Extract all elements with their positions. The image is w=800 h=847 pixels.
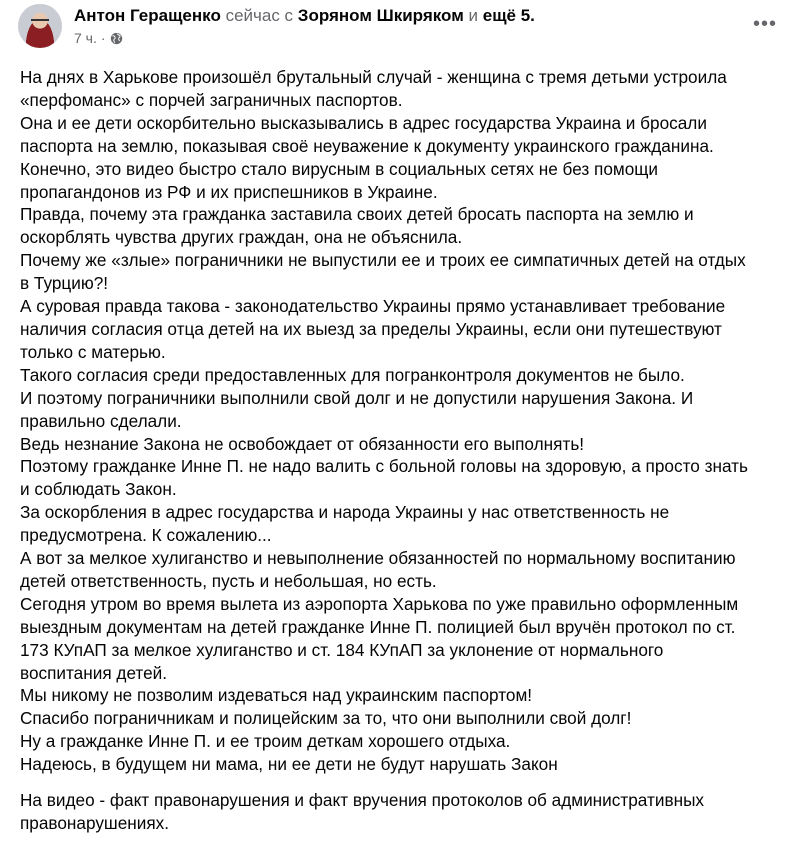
more-options-button[interactable] <box>748 10 782 38</box>
post-text-line: Она и ее дети оскорбительно высказывались в адрес государства Украина и бросали <box>20 112 707 133</box>
post-text-line: На днях в Харькове произошёл брутальный случай - женщина с тремя детьми устроила <box>20 67 727 87</box>
post-text-line: Надеюсь, в будущем ни мама, ни ее дети не будут нарушать Закон <box>20 754 558 775</box>
post-text-line: воспитания детей. <box>20 662 168 683</box>
post-text-line: Такого согласия среди предоставленных для погранконтроля документов не было. <box>20 364 685 385</box>
post-text-line: оскорблять чувства других граждан, она не объяснила. <box>20 227 463 248</box>
post-text-line: На видео - факт правонарушения и факт вручения протоколов об административных <box>20 790 705 811</box>
post-text-line: предусмотрена. К сожалению... <box>20 525 272 546</box>
post-text-line: правонарушениях. <box>20 813 170 833</box>
post-text-line: 173 КУпАП за мелкое хулиганство и ст. 184 КУпАП за уклонение от нормального <box>20 639 664 660</box>
post-text-line: Мы никому не позволим издеваться над украинским паспортом! <box>20 685 533 706</box>
post-meta <box>74 30 123 46</box>
post-closing-paragraph <box>20 789 785 835</box>
post-paragraph <box>20 66 785 776</box>
post-text-line: А суровая правда такова - законодательство Украины прямо устанавливает требование <box>20 296 726 317</box>
post-text-line: наличия согласия отца детей на их выезд за пределы Украины, если они путешествуют <box>20 318 722 339</box>
post-text-line: в Турцию?! <box>20 273 109 294</box>
tagged-person-link[interactable]: Зоряном Шкиряком <box>297 6 464 25</box>
post-text-line: паспорта на землю, показывая своё неуважение к документу украинского гражданина. <box>20 135 714 156</box>
post-text-line: Ведь незнание Закона не освобождает от обязанности его выполнять! <box>20 433 585 454</box>
post-text-line: И поэтому пограничники выполнили свой долг и не допустили нарушения Закона. И <box>20 387 694 408</box>
meta-separator: · <box>100 30 106 46</box>
post-text-line: За оскорбления в адрес государства и народа Украины у нас ответственность не <box>20 502 670 523</box>
more-options-icon: ••• <box>752 12 777 35</box>
post-text-line: Ну а гражданке Инне П. и ее троим деткам хорошего отдыха. <box>20 731 511 752</box>
author-avatar[interactable] <box>18 4 62 48</box>
post-text-line: Почему же «злые» пограничники не выпустили ее и троих ее симпатичных детей на отдых <box>20 250 746 271</box>
post-timestamp[interactable]: 7 ч. <box>74 30 97 46</box>
post-text-line: «перфоманс» с порчей заграничных паспортов. <box>20 89 403 110</box>
post-text-line: Правда, почему эта гражданка заставила своих детей бросать паспорта на землю и <box>20 204 694 225</box>
globe-icon[interactable] <box>110 32 123 45</box>
post-text-line: только с матерью. <box>20 341 166 362</box>
and-connector: и <box>468 6 479 25</box>
author-line <box>74 6 535 26</box>
post-text-line: правильно сделали. <box>20 410 182 431</box>
post-header <box>18 2 782 56</box>
paragraph-gap <box>20 776 785 789</box>
post-text-line: детей ответственность, пусть и небольшая, но есть. <box>20 570 437 591</box>
post-text-line: Спасибо пограничникам и полицейским за то, что они выполнили свой долг! <box>20 708 632 729</box>
avatar-glasses <box>31 19 49 25</box>
post-text-line: Сегодня утром во время вылета из аэропорта Харькова по уже правильно оформленным <box>20 593 739 614</box>
post-text-line: выездным документам на детей гражданке Инне П. полицией был вручён протокол по ст. <box>20 616 736 637</box>
post-text-line: и соблюдать Закон. <box>20 479 177 500</box>
post-text-line: А вот за мелкое хулиганство и невыполнение обязанностей по нормальному воспитанию <box>20 548 736 569</box>
post-text <box>20 66 785 835</box>
others-link[interactable]: ещё 5. <box>482 6 535 25</box>
post-text-line: Поэтому гражданке Инне П. не надо валить с больной головы на здоровую, а просто знать <box>20 456 748 477</box>
post-text-line: Конечно, это видео быстро стало вирусным в социальных сетях не без помощи <box>20 158 659 179</box>
post-text-line: пропагандонов из РФ и их приспешников в Украине. <box>20 181 438 202</box>
with-connector: сейчас с <box>225 6 294 25</box>
author-name[interactable]: Антон Геращенко <box>74 6 221 25</box>
